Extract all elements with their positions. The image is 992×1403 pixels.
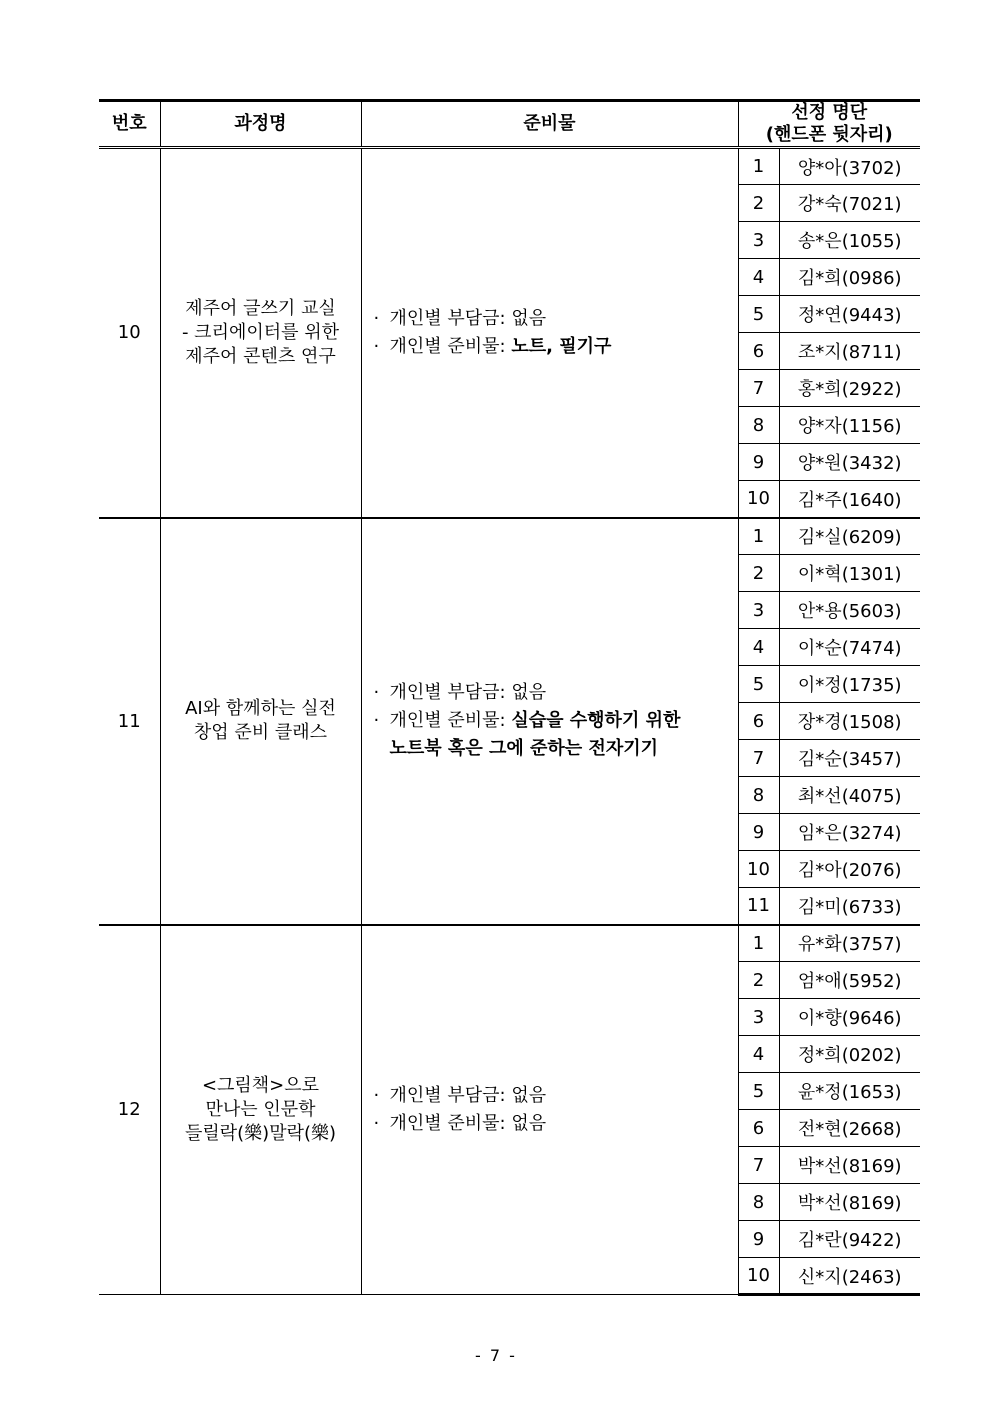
course-group — [99, 518, 920, 925]
selected-name: 홍*희(2922) — [779, 370, 920, 407]
cost-label: 개인별 부담금: — [389, 682, 512, 703]
selected-index: 11 — [738, 888, 779, 925]
selected-index: 1 — [738, 148, 779, 185]
selected-index: 5 — [738, 296, 779, 333]
selected-index: 4 — [738, 259, 779, 296]
selected-index: 1 — [738, 518, 779, 555]
cost-line — [374, 305, 728, 333]
selected-name: 박*선(8169) — [779, 1184, 920, 1221]
selected-name: 양*자(1156) — [779, 407, 920, 444]
cost-line — [374, 1082, 728, 1110]
cost-line — [374, 679, 728, 707]
cost-label: 개인별 부담금: — [389, 307, 512, 329]
selected-name: 김*아(2076) — [779, 851, 920, 888]
cost-value: 없음 — [511, 682, 547, 703]
materials-label: 개인별 준비물: — [389, 335, 512, 357]
selected-index: 7 — [738, 1147, 779, 1184]
selected-name: 윤*정(1653) — [779, 1073, 920, 1110]
materials-line — [374, 1110, 728, 1138]
header-selected-subtitle: (핸드폰 뒷자리) — [765, 124, 893, 145]
selected-index: 6 — [738, 703, 779, 740]
course-title-line: 창업 준비 클래스 — [193, 722, 328, 743]
header-prep: 준비물 — [361, 101, 738, 148]
selected-name: 김*란(9422) — [779, 1221, 920, 1258]
course-number: 10 — [99, 148, 160, 518]
cost-label: 개인별 부담금: — [389, 1084, 512, 1106]
table-row — [99, 925, 920, 962]
selected-name: 임*은(3274) — [779, 814, 920, 851]
bullet-icon: · — [373, 710, 380, 731]
selected-name: 장*경(1508) — [779, 703, 920, 740]
selected-index: 4 — [738, 1036, 779, 1073]
selected-name: 강*숙(7021) — [779, 185, 920, 222]
header-no: 번호 — [99, 101, 160, 148]
materials-continuation: 노트북 혹은 그에 준하는 전자기기 — [389, 738, 658, 759]
bullet-icon: · — [373, 1112, 380, 1134]
selected-name: 김*주(1640) — [779, 481, 920, 518]
selected-name: 양*아(3702) — [779, 148, 920, 185]
selected-name: 김*희(0986) — [779, 259, 920, 296]
selected-index: 8 — [738, 407, 779, 444]
bullet-icon: · — [373, 307, 380, 329]
course-group — [99, 148, 920, 518]
selected-index: 9 — [738, 1221, 779, 1258]
selected-index: 3 — [738, 592, 779, 629]
selected-index: 8 — [738, 1184, 779, 1221]
selected-index: 9 — [738, 814, 779, 851]
course-number: 11 — [99, 518, 160, 925]
selected-name: 양*원(3432) — [779, 444, 920, 481]
selected-index: 1 — [738, 925, 779, 962]
selected-index: 10 — [738, 481, 779, 518]
cost-value: 없음 — [511, 307, 547, 329]
header-course: 과정명 — [160, 101, 361, 148]
selected-name: 송*은(1055) — [779, 222, 920, 259]
course-group — [99, 925, 920, 1295]
course-title — [160, 148, 361, 518]
selected-name: 조*지(8711) — [779, 333, 920, 370]
selected-name: 전*현(2668) — [779, 1110, 920, 1147]
header-selected — [738, 101, 920, 148]
course-title-line: 들릴락(樂)말락(樂) — [184, 1122, 337, 1144]
materials-line — [374, 707, 728, 735]
selected-name: 엄*애(5952) — [779, 962, 920, 999]
materials-value: 노트, 필기구 — [511, 335, 612, 357]
selection-table — [99, 99, 920, 1296]
selected-index: 10 — [738, 851, 779, 888]
selected-name: 이*혁(1301) — [779, 555, 920, 592]
selected-name: 이*순(7474) — [779, 629, 920, 666]
selected-index: 6 — [738, 1110, 779, 1147]
preparation — [361, 925, 738, 1295]
course-title-line: 만나는 인문학 — [205, 1098, 316, 1120]
table-row — [99, 148, 920, 185]
selected-index: 9 — [738, 444, 779, 481]
table-row — [99, 518, 920, 555]
bullet-icon: · — [373, 1084, 380, 1106]
course-title-line: 제주어 글쓰기 교실 — [185, 297, 336, 319]
course-title-line: - 크리에이터를 위한 — [181, 321, 340, 343]
selected-name: 정*희(0202) — [779, 1036, 920, 1073]
selected-index: 2 — [738, 555, 779, 592]
materials-line — [374, 333, 728, 361]
materials-value: 없음 — [511, 1112, 547, 1134]
selected-index: 3 — [738, 222, 779, 259]
selected-name: 이*정(1735) — [779, 666, 920, 703]
table-header — [99, 101, 920, 148]
selected-index: 4 — [738, 629, 779, 666]
selected-index: 10 — [738, 1258, 779, 1295]
course-title-line: AI와 함께하는 실전 — [185, 698, 336, 719]
selected-index: 2 — [738, 185, 779, 222]
selected-name: 김*순(3457) — [779, 740, 920, 777]
course-title — [160, 925, 361, 1295]
selected-index: 8 — [738, 777, 779, 814]
selected-index: 7 — [738, 740, 779, 777]
selected-index: 6 — [738, 333, 779, 370]
header-selected-title: 선정 명단 — [791, 102, 868, 123]
cost-value: 없음 — [511, 1084, 547, 1106]
selected-name: 최*선(4075) — [779, 777, 920, 814]
materials-value: 실습을 수행하기 위한 — [511, 710, 681, 731]
materials-label: 개인별 준비물: — [389, 710, 512, 731]
course-number: 12 — [99, 925, 160, 1295]
selected-name: 신*지(2463) — [779, 1258, 920, 1295]
selected-index: 5 — [738, 666, 779, 703]
selected-name: 김*실(6209) — [779, 518, 920, 555]
selected-name: 정*연(9443) — [779, 296, 920, 333]
materials-label: 개인별 준비물: — [389, 1112, 512, 1134]
page-number: - 7 - — [475, 1346, 517, 1365]
course-title-line: 제주어 콘텐츠 연구 — [185, 345, 336, 367]
selected-index: 2 — [738, 962, 779, 999]
selected-index: 5 — [738, 1073, 779, 1110]
course-title — [160, 518, 361, 925]
selected-index: 7 — [738, 370, 779, 407]
selected-name: 김*미(6733) — [779, 888, 920, 925]
preparation — [361, 518, 738, 925]
bullet-icon: · — [373, 335, 380, 357]
selected-name: 이*향(9646) — [779, 999, 920, 1036]
selected-name: 박*선(8169) — [779, 1147, 920, 1184]
selected-index: 3 — [738, 999, 779, 1036]
selected-name: 안*용(5603) — [779, 592, 920, 629]
bullet-icon: · — [373, 682, 380, 703]
selected-name: 유*화(3757) — [779, 925, 920, 962]
preparation — [361, 148, 738, 518]
course-title-line: <그림책>으로 — [201, 1074, 320, 1096]
